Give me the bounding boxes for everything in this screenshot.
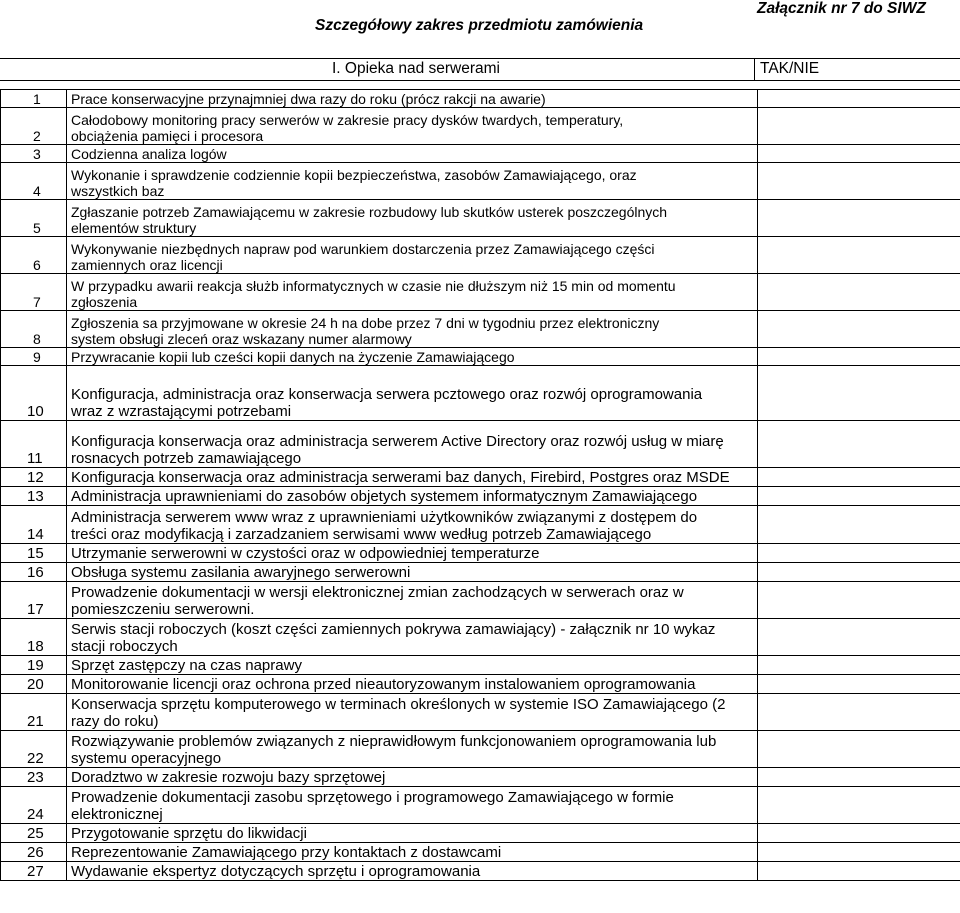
row-description <box>67 694 758 731</box>
row-description <box>67 145 758 163</box>
description-line: Przygotowanie sprzętu do likwidacji <box>71 825 307 842</box>
table-row <box>1 348 960 366</box>
row-number: 8 <box>1 311 67 348</box>
section-title: I. Opieka nad serwerami <box>332 60 500 77</box>
row-description <box>67 348 758 366</box>
description-line: zgłoszenia <box>71 294 138 310</box>
row-description <box>67 200 758 237</box>
row-description <box>67 563 758 582</box>
row-description <box>67 843 758 862</box>
description-line: system obsługi zleceń oraz wskazany numer alarmowy <box>71 331 412 347</box>
table-row <box>1 274 960 311</box>
tak-nie-cell[interactable] <box>758 421 960 468</box>
description-line: Doradztwo w zakresie rozwoju bazy sprzętowej <box>71 769 386 786</box>
tak-nie-cell[interactable] <box>758 582 960 619</box>
row-number: 16 <box>1 563 67 582</box>
row-description <box>67 421 758 468</box>
table-row <box>1 506 960 544</box>
table-row <box>1 544 960 563</box>
description-line: Wydawanie ekspertyz dotyczących sprzętu i oprogramowania <box>71 863 481 880</box>
row-number: 5 <box>1 200 67 237</box>
description-line: wszystkich baz <box>71 183 165 199</box>
description-line: elementów struktury <box>71 220 197 236</box>
row-number: 12 <box>1 468 67 487</box>
row-number: 1 <box>1 90 67 108</box>
description-line: Codzienna analiza logów <box>71 146 227 162</box>
row-number: 2 <box>1 108 67 145</box>
tak-nie-cell[interactable] <box>758 694 960 731</box>
row-number: 14 <box>1 506 67 544</box>
column-divider <box>754 59 755 80</box>
table-row <box>1 108 960 145</box>
tak-nie-cell[interactable] <box>758 311 960 348</box>
table-row <box>1 366 960 421</box>
table-row <box>1 468 960 487</box>
table-row <box>1 582 960 619</box>
description-line: Sprzęt zastępczy na czas naprawy <box>71 657 302 674</box>
description-line: elektronicznej <box>71 806 163 823</box>
row-description <box>67 862 758 881</box>
row-number: 22 <box>1 731 67 768</box>
table-row <box>1 843 960 862</box>
row-number: 7 <box>1 274 67 311</box>
description-line: Konfiguracja konserwacja oraz administracja serwerami baz danych, Firebird, Postgres oraz MSDE <box>71 469 730 486</box>
row-number: 26 <box>1 843 67 862</box>
description-line: Administracja uprawnieniami do zasobów objetych systemem informatycznym Zamawiającego <box>71 488 698 505</box>
description-line: obciążenia pamięci i procesora <box>71 128 264 144</box>
section-header <box>0 58 960 81</box>
row-number: 3 <box>1 145 67 163</box>
tak-nie-cell[interactable] <box>758 506 960 544</box>
table-row <box>1 694 960 731</box>
description-line: Konserwacja sprzętu komputerowego w terminach określonych w systemie ISO Zamawiającego (2 <box>71 696 726 713</box>
description-line: Konfiguracja konserwacja oraz administracja serwerem Active Directory oraz rozwój usług w miarę <box>71 433 724 450</box>
row-description <box>67 619 758 656</box>
table-row <box>1 163 960 200</box>
table-row <box>1 656 960 675</box>
tak-nie-cell[interactable] <box>758 274 960 311</box>
table-row <box>1 90 960 108</box>
row-number: 6 <box>1 237 67 274</box>
row-description <box>67 237 758 274</box>
tak-nie-header: TAK/NIE <box>760 60 820 77</box>
tak-nie-cell[interactable] <box>758 200 960 237</box>
row-number: 13 <box>1 487 67 506</box>
description-line: Całodobowy monitoring pracy serwerów w zakresie pracy dysków twardych, temperatury, <box>71 112 624 128</box>
tak-nie-cell[interactable] <box>758 348 960 366</box>
row-description <box>67 90 758 108</box>
description-line: W przypadku awarii reakcja służb informatycznych w czasie nie dłuższym niż 15 min od momentu <box>71 278 676 294</box>
tak-nie-cell[interactable] <box>758 487 960 506</box>
row-number: 9 <box>1 348 67 366</box>
description-line: Monitorowanie licencji oraz ochrona przed nieautoryzowanym instalowaniem oprogramowania <box>71 676 696 693</box>
row-description <box>67 163 758 200</box>
tak-nie-cell[interactable] <box>758 824 960 843</box>
row-description <box>67 108 758 145</box>
row-number: 25 <box>1 824 67 843</box>
table-row <box>1 200 960 237</box>
row-description <box>67 582 758 619</box>
description-line: Wykonanie i sprawdzenie codziennie kopii bezpieczeństwa, zasobów Zamawiającego, oraz <box>71 167 637 183</box>
description-line: Serwis stacji roboczych (koszt części zamiennych pokrywa zamawiający) - załącznik nr 10 wykaz <box>71 621 716 638</box>
row-number: 15 <box>1 544 67 563</box>
description-line: stacji roboczych <box>71 638 178 655</box>
table-row <box>1 619 960 656</box>
tak-nie-cell[interactable] <box>758 237 960 274</box>
tak-nie-cell[interactable] <box>758 366 960 421</box>
tak-nie-cell[interactable] <box>758 656 960 675</box>
table-row <box>1 862 960 881</box>
row-number: 27 <box>1 862 67 881</box>
tak-nie-cell[interactable] <box>758 675 960 694</box>
table-row <box>1 145 960 163</box>
description-line: Wykonywanie niezbędnych napraw pod warunkiem dostarczenia przez Zamawiającego części <box>71 241 655 257</box>
description-line: Przywracanie kopii lub cześci kopii danych na życzenie Zamawiającego <box>71 349 515 365</box>
row-description <box>67 366 758 421</box>
row-description <box>67 487 758 506</box>
row-number: 10 <box>1 366 67 421</box>
row-description <box>67 675 758 694</box>
description-line: razy do roku) <box>71 713 159 730</box>
tak-nie-cell[interactable] <box>758 768 960 787</box>
description-line: wraz z wzrastającymi potrzebami <box>71 403 292 420</box>
row-number: 19 <box>1 656 67 675</box>
description-line: Konfiguracja, administracja oraz konserwacja serwera pcztowego oraz rozwój oprogramowania <box>71 386 703 403</box>
row-number: 23 <box>1 768 67 787</box>
table-row <box>1 675 960 694</box>
tak-nie-cell[interactable] <box>758 619 960 656</box>
row-number: 17 <box>1 582 67 619</box>
table-row <box>1 421 960 468</box>
attachment-label: Załącznik nr 7 do SIWZ <box>757 0 926 17</box>
row-description <box>67 311 758 348</box>
table-row <box>1 787 960 824</box>
row-description <box>67 656 758 675</box>
row-number: 18 <box>1 619 67 656</box>
table-row <box>1 487 960 506</box>
table-row <box>1 731 960 768</box>
description-line: Zgłaszanie potrzeb Zamawiającemu w zakresie rozbudowy lub skutków usterek poszczególnych <box>71 204 668 220</box>
tak-nie-cell[interactable] <box>758 108 960 145</box>
tak-nie-cell[interactable] <box>758 163 960 200</box>
table-row <box>1 563 960 582</box>
description-line: treści oraz modyfikacją i zarzadzaniem serwisami www według potrzeb Zamawiającego <box>71 526 652 543</box>
description-line: systemu operacyjnego <box>71 750 222 767</box>
row-number: 4 <box>1 163 67 200</box>
description-line: Prace konserwacyjne przynajmniej dwa razy do roku (prócz rakcji na awarie) <box>71 91 546 107</box>
requirements-table <box>0 89 960 881</box>
row-number: 11 <box>1 421 67 468</box>
description-line: Reprezentowanie Zamawiającego przy kontaktach z dostawcami <box>71 844 502 861</box>
row-description <box>67 787 758 824</box>
row-description <box>67 274 758 311</box>
tak-nie-cell[interactable] <box>758 468 960 487</box>
row-number: 24 <box>1 787 67 824</box>
description-line: pomieszczeniu serwerowni. <box>71 601 255 618</box>
description-line: rosnacych potrzeb zamawiającego <box>71 450 302 467</box>
document-title: Szczegółowy zakres przedmiotu zamówienia <box>315 17 644 34</box>
row-description <box>67 468 758 487</box>
tak-nie-cell[interactable] <box>758 731 960 768</box>
row-description <box>67 824 758 843</box>
row-number: 20 <box>1 675 67 694</box>
description-line: zamiennych oraz licencji <box>71 257 223 273</box>
row-description <box>67 506 758 544</box>
row-description <box>67 768 758 787</box>
description-line: Prowadzenie dokumentacji zasobu sprzętowego i programowego Zamawiającego w formie <box>71 789 674 806</box>
description-line: Obsługa systemu zasilania awaryjnego serwerowni <box>71 564 411 581</box>
description-line: Administracja serwerem www wraz z uprawnieniami użytkowników związanymi z dostępem do <box>71 509 698 526</box>
table-row <box>1 237 960 274</box>
description-line: Rozwiązywanie problemów związanych z nieprawidłowym funkcjonowaniem oprogramowania lub <box>71 733 717 750</box>
tak-nie-cell[interactable] <box>758 843 960 862</box>
tak-nie-cell[interactable] <box>758 787 960 824</box>
table-row <box>1 824 960 843</box>
table-row <box>1 311 960 348</box>
tak-nie-cell[interactable] <box>758 862 960 881</box>
tak-nie-cell[interactable] <box>758 90 960 108</box>
description-line: Zgłoszenia sa przyjmowane w okresie 24 h na dobe przez 7 dni w tygodniu przez elektroniczny <box>71 315 660 331</box>
description-line: Utrzymanie serwerowni w czystości oraz w odpowiedniej temperaturze <box>71 545 540 562</box>
tak-nie-cell[interactable] <box>758 145 960 163</box>
requirements-table-body <box>1 90 960 881</box>
description-line: Prowadzenie dokumentacji w wersji elektronicznej zmian zachodzących w serwerach oraz w <box>71 584 684 601</box>
row-description <box>67 731 758 768</box>
row-number: 21 <box>1 694 67 731</box>
tak-nie-cell[interactable] <box>758 563 960 582</box>
table-row <box>1 768 960 787</box>
row-description <box>67 544 758 563</box>
tak-nie-cell[interactable] <box>758 544 960 563</box>
